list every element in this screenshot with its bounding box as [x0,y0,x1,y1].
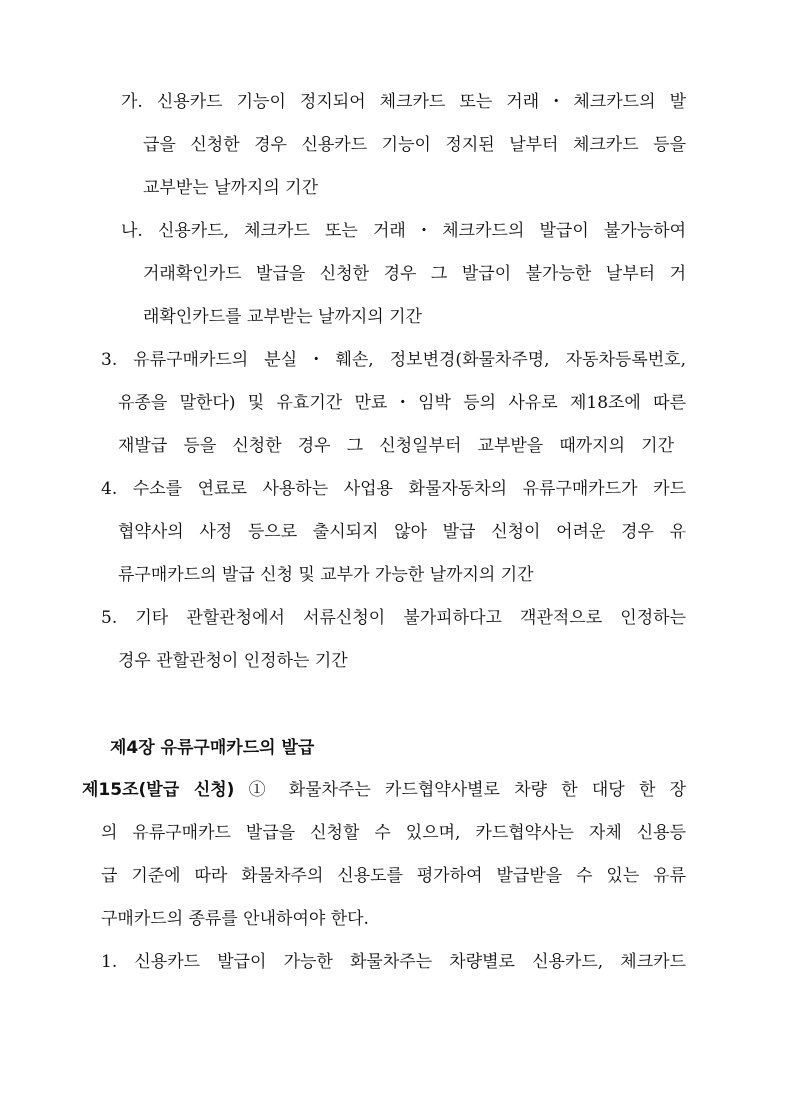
item-5-line-2: 경우 관할관청이 인정하는 기간 [118,651,348,671]
item-na-line-2: 거래확인카드 발급을 신청한 경우 그 발급이 불가능한 날부터 거 [143,264,686,284]
item-4-line-2: 협약사의 사정 등으로 출시되지 않아 발급 신청이 어려운 경우 유 [118,522,686,542]
item-na-line-1: 나. 신용카드, 체크카드 또는 거래・체크카드의 발급이 불가능하여 [121,221,686,241]
article-15-line-2: 의 유류구매카드 발급을 신청할 수 있으며, 카드협약사는 자체 신용등 [101,823,686,843]
item-na-line-3: 래확인카드를 교부받는 날까지의 기간 [143,307,422,327]
item-3-line-2: 유종을 말한다) 및 유효기간 만료・임박 등의 사유로 제18조에 따른 [118,393,686,413]
article-15-item-1-line-1: 1. 신용카드 발급이 가능한 화물차주는 차량별로 신용카드, 체크카드 [101,952,686,972]
item-ga-line-1: 가. 신용카드 기능이 정지되어 체크카드 또는 거래・체크카드의 발 [121,92,686,112]
item-3-line-1: 3. 유류구매카드의 분실・훼손, 정보변경(화물차주명, 자동차등록번호, [101,350,686,370]
item-ga-line-3: 교부받는 날까지의 기간 [143,178,319,198]
item-4-line-3: 류구매카드의 발급 신청 및 교부가 가능한 날까지의 기간 [118,565,534,585]
article-15-line-1 [82,779,686,801]
article-15-line-3: 급 기준에 따라 화물차주의 신용도를 평가하여 발급받을 수 있는 유류 [101,866,686,886]
item-ga-line-2: 급을 신청한 경우 신용카드 기능이 정지된 날부터 체크카드 등을 [143,135,686,155]
item-4-line-1: 4. 수소를 연료로 사용하는 사업용 화물자동차의 유류구매카드가 카드 [101,479,686,499]
article-15-line-1-text: ① 화물차주는 카드협약사별로 차량 한 대당 한 장 [234,780,687,800]
item-3-line-3: 재발급 등을 신청한 경우 그 신청일부터 교부받을 때까지의 기간 [118,436,674,456]
article-15-line-4: 구매카드의 종류를 안내하여야 한다. [101,909,369,929]
chapter-heading: 제4장 유류구매카드의 발급 [110,738,315,758]
article-15-title: 제15조(발급 신청) [82,780,235,800]
item-5-line-1: 5. 기타 관할관청에서 서류신청이 불가피하다고 객관적으로 인정하는 [101,608,686,628]
